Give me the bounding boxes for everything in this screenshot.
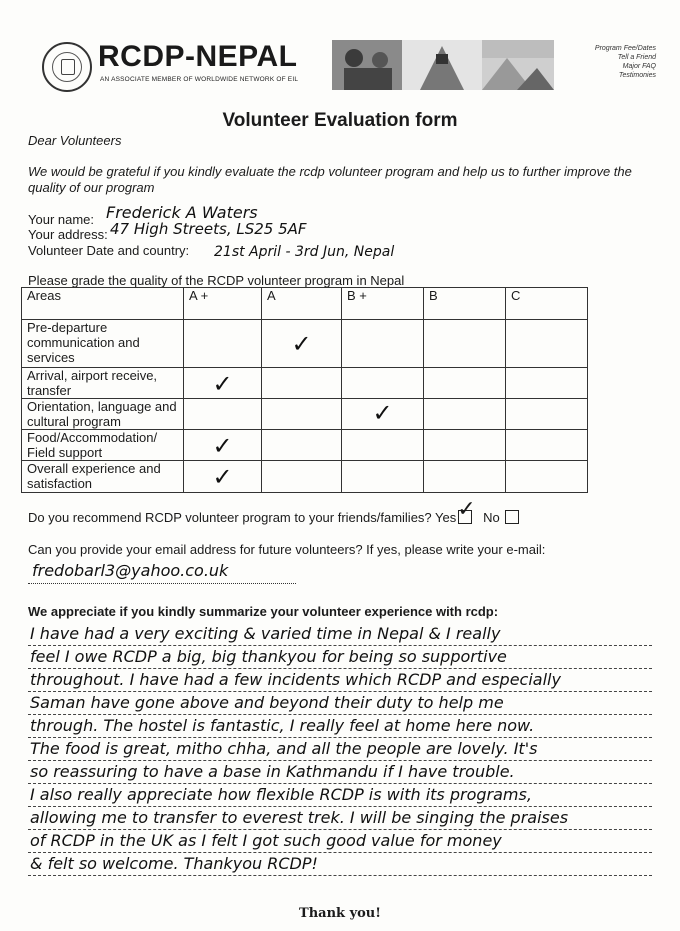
grade-cell[interactable]	[262, 461, 342, 493]
grade-cell[interactable]	[342, 399, 424, 430]
grade-cell[interactable]	[184, 368, 262, 399]
header-areas: Areas	[22, 288, 184, 320]
tick-mark: ✓	[291, 330, 312, 358]
summary-line: I have had a very exciting & varied time in Nepal & I really	[30, 624, 501, 643]
grade-cell[interactable]	[184, 399, 262, 430]
header-c: C	[506, 288, 588, 320]
grade-cell[interactable]	[342, 461, 424, 493]
grade-row	[22, 399, 588, 430]
summary-line: feel I owe RCDP a big, big thankyou for being so supportive	[30, 647, 507, 666]
email-question: Can you provide your email address for future volunteers? If yes, please write your e-mail:	[28, 542, 546, 557]
header-a-plus: A +	[184, 288, 262, 320]
brand-name: RCDP-NEPAL	[98, 40, 298, 73]
grade-row	[22, 320, 588, 368]
rcdp-seal-logo	[42, 42, 92, 92]
summary-heading: We appreciate if you kindly summarize your volunteer experience with rcdp:	[28, 604, 499, 619]
grade-cell[interactable]	[342, 368, 424, 399]
header-photo-collage	[332, 40, 554, 90]
address-value[interactable]: 47 High Streets, LS25 5AF	[110, 220, 307, 238]
grade-cell[interactable]	[184, 430, 262, 461]
grade-cell[interactable]	[424, 368, 506, 399]
name-value[interactable]: Frederick A Waters	[106, 203, 258, 222]
date-country-value[interactable]: 21st April - 3rd Jun, Nepal	[214, 244, 395, 260]
summary-line: of RCDP in the UK as I felt I got such good value for money	[30, 831, 502, 850]
summary-line: so reassuring to have a base in Kathmandu if I have trouble.	[30, 762, 515, 781]
header-b: B	[424, 288, 506, 320]
grade-row	[22, 461, 588, 493]
address-label: Your address:	[28, 227, 108, 242]
date-country-label: Volunteer Date and country:	[28, 243, 190, 258]
summary-line: & felt so welcome. Thankyou RCDP!	[30, 854, 318, 873]
area-label: Arrival, airport receive, transfer	[22, 368, 184, 399]
area-label: Overall experience and satisfaction	[22, 461, 184, 493]
no-label: No	[483, 510, 500, 525]
grade-cell[interactable]	[506, 430, 588, 461]
grade-header-row	[22, 288, 588, 320]
form-title: Volunteer Evaluation form	[222, 110, 458, 131]
major-faq-link[interactable]: Major FAQ	[622, 63, 656, 70]
grade-cell[interactable]	[262, 430, 342, 461]
grade-row	[22, 368, 588, 399]
closing-thanks: Thank you!	[299, 906, 381, 921]
summary-line: I also really appreciate how flexible RCDP is with its programs,	[30, 785, 532, 804]
recommend-question-row	[28, 497, 519, 525]
grade-cell[interactable]	[424, 320, 506, 368]
grade-cell[interactable]	[342, 430, 424, 461]
header-side-links	[560, 44, 656, 80]
grade-cell[interactable]	[506, 368, 588, 399]
area-label: Food/Accommodation/ Field support	[22, 430, 184, 461]
grade-row	[22, 430, 588, 461]
header-a: A	[262, 288, 342, 320]
grade-cell[interactable]	[262, 368, 342, 399]
grade-cell[interactable]	[506, 320, 588, 368]
intro-text: We would be grateful if you kindly evaluate the rcdp volunteer program and help us to further improve the quality of our program	[28, 164, 632, 195]
grade-prompt: Please grade the quality of the RCDP volunteer program in Nepal	[28, 273, 405, 288]
tell-a-friend-link[interactable]: Tell a Friend	[617, 54, 656, 61]
tick-mark: ✓	[212, 432, 233, 460]
email-value[interactable]: fredobarl3@yahoo.co.uk	[32, 561, 229, 580]
summary-line: through. The hostel is fantastic, I really feel at home here now.	[30, 716, 535, 735]
summary-line: The food is great, mitho chha, and all the people are lovely. It's	[30, 739, 538, 758]
grade-cell[interactable]	[184, 320, 262, 368]
summary-line: Saman have gone above and beyond their duty to help me	[30, 693, 504, 712]
grade-cell[interactable]	[262, 399, 342, 430]
grade-cell[interactable]	[184, 461, 262, 493]
summary-line: throughout. I have had a few incidents which RCDP and especially	[30, 670, 561, 689]
summary-text[interactable]	[30, 622, 658, 875]
no-checkbox[interactable]	[505, 510, 519, 524]
tick-mark: ✓	[212, 370, 233, 398]
grade-cell[interactable]	[424, 461, 506, 493]
yes-tick-mark: ✓	[457, 497, 476, 522]
grade-cell[interactable]	[506, 399, 588, 430]
grade-cell[interactable]	[424, 399, 506, 430]
grade-cell[interactable]	[424, 430, 506, 461]
yes-checkbox[interactable]	[457, 497, 476, 524]
tick-mark: ✓	[212, 463, 233, 491]
greeting: Dear Volunteers	[28, 133, 122, 148]
program-fee-link[interactable]: Program Fee/Dates	[594, 45, 656, 52]
summary-line: allowing me to transfer to everest trek. I will be singing the praises	[30, 808, 569, 827]
grade-cell[interactable]	[506, 461, 588, 493]
grade-cell[interactable]	[342, 320, 424, 368]
header-b-plus: B +	[342, 288, 424, 320]
grade-table	[21, 287, 588, 493]
area-label: Pre-departure communication and services	[22, 320, 184, 368]
testimonies-link[interactable]: Testimonies	[618, 72, 656, 79]
area-label: Orientation, language and cultural program	[22, 399, 184, 430]
recommend-question: Do you recommend RCDP volunteer program to your friends/families?	[28, 510, 432, 525]
grade-cell[interactable]	[262, 320, 342, 368]
name-label: Your name:	[28, 212, 95, 227]
tick-mark: ✓	[372, 399, 393, 427]
yes-label: Yes	[435, 510, 457, 525]
brand-tagline: AN ASSOCIATE MEMBER OF WORLDWIDE NETWORK OF EIL	[100, 76, 299, 83]
